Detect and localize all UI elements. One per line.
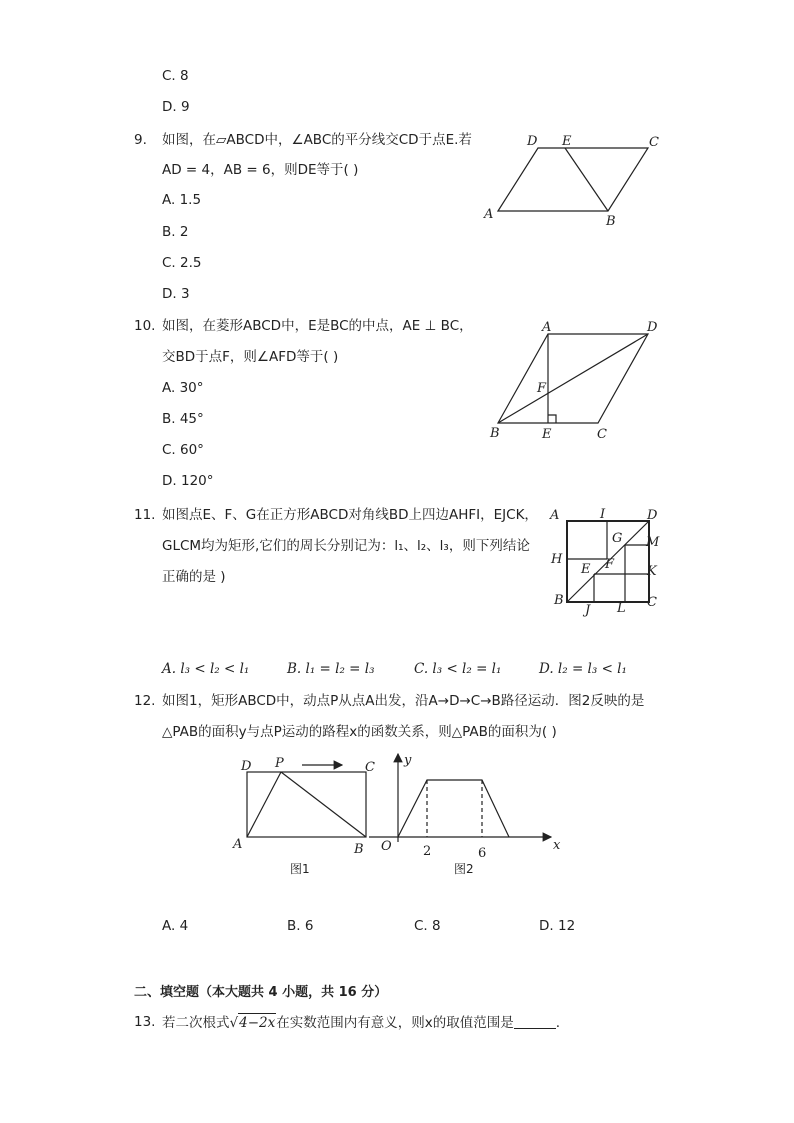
q11-stem-line1: 如图点E、F、G在正方形ABCD对角线BD上四边AHFI，EJCK， bbox=[162, 507, 538, 523]
q11-number: 11. bbox=[134, 507, 156, 523]
q9-parallelogram-figure bbox=[478, 128, 668, 230]
q9-label-a: A bbox=[484, 207, 494, 222]
q12-fig1-label-p: P bbox=[275, 756, 284, 771]
q12-fig1-label-d: D bbox=[241, 759, 252, 774]
q12-fig2-tick-2: 2 bbox=[423, 844, 432, 859]
q12-option-c: C. 8 bbox=[414, 918, 441, 934]
q12-fig1-label-b: B bbox=[354, 842, 364, 857]
q11-label-g: G bbox=[612, 531, 623, 546]
q10-option-d: D. 120° bbox=[162, 473, 214, 489]
q9-option-c: C. 2.5 bbox=[162, 255, 202, 271]
q13-radicand: 4−2x bbox=[239, 1015, 276, 1031]
q10-stem-line2: 交BD于点F，则∠AFD等于( ) bbox=[162, 349, 339, 365]
q12-stem-line2: △PAB的面积y与点P运动的路程x的函数关系，则△PAB的面积为( ) bbox=[162, 724, 557, 740]
q11-label-k: K bbox=[647, 564, 657, 579]
q13-stem-post: 在实数范围内有意义，则x的取值范围是 bbox=[276, 1015, 514, 1031]
q10-option-c: C. 60° bbox=[162, 442, 204, 458]
q12-fig2-label-x: x bbox=[553, 838, 561, 853]
q10-option-a: A. 30° bbox=[162, 380, 204, 396]
q8-option-d: D. 9 bbox=[162, 99, 190, 115]
q12-fig2-caption: 图2 bbox=[454, 862, 474, 876]
q10-label-f: F bbox=[537, 381, 547, 396]
q11-label-m: M bbox=[646, 535, 660, 550]
q11-square-figure bbox=[546, 503, 666, 617]
q11-label-b: B bbox=[554, 593, 564, 608]
q12-fig2-tick-6: 6 bbox=[478, 846, 487, 861]
q9-option-b: B. 2 bbox=[162, 224, 189, 240]
q11-label-i: I bbox=[600, 507, 606, 522]
q9-label-e: E bbox=[562, 134, 572, 149]
q10-label-e: E bbox=[542, 427, 552, 442]
q8-option-c: C. 8 bbox=[162, 68, 189, 84]
q11-option-c: C. l₃ < l₂ = l₁ bbox=[414, 661, 502, 677]
q12-number: 12. bbox=[134, 693, 156, 709]
q11-label-d: D bbox=[647, 508, 658, 523]
q12-fig1-caption: 图1 bbox=[290, 862, 310, 876]
q11-option-a: A. l₃ < l₂ < l₁ bbox=[162, 661, 250, 677]
q11-label-c: C bbox=[647, 595, 657, 610]
q10-number: 10. bbox=[134, 318, 156, 334]
q9-stem-line2: AD = 4，AB = 6，则DE等于( ) bbox=[162, 162, 359, 178]
q13-stem bbox=[162, 1013, 560, 1032]
q10-stem-line1: 如图，在菱形ABCD中，E是BC的中点，AE ⊥ BC， bbox=[162, 318, 473, 334]
q12-figure2-graph bbox=[366, 742, 566, 882]
q11-label-e: E bbox=[581, 562, 591, 577]
q13-stem-pre: 若二次根式 bbox=[162, 1015, 230, 1031]
q12-fig1-label-a: A bbox=[233, 837, 243, 852]
q12-fig1-label-c: C bbox=[365, 760, 375, 775]
q9-option-d: D. 3 bbox=[162, 286, 190, 302]
q12-stem-line1: 如图1，矩形ABCD中，动点P从点A出发，沿A→D→C→B路径运动．图2反映的是 bbox=[162, 693, 645, 709]
q9-label-d: D bbox=[527, 134, 538, 149]
section-heading-fill-in: 二、填空题（本大题共 4 小题，共 16 分） bbox=[134, 985, 388, 1000]
q11-label-h: H bbox=[551, 552, 563, 567]
q12-fig2-label-o: O bbox=[381, 839, 392, 854]
q10-label-b: B bbox=[490, 426, 500, 441]
q11-option-d: D. l₂ = l₃ < l₁ bbox=[539, 661, 627, 677]
q9-label-c: C bbox=[649, 135, 659, 150]
q10-label-c: C bbox=[597, 427, 607, 442]
q9-option-a: A. 1.5 bbox=[162, 192, 202, 208]
q13-answer-blank[interactable] bbox=[514, 1014, 556, 1029]
q9-label-b: B bbox=[606, 214, 616, 229]
q11-label-l: L bbox=[617, 601, 626, 616]
q12-figure1-rectangle bbox=[228, 752, 378, 882]
q10-option-b: B. 45° bbox=[162, 411, 204, 427]
sqrt-symbol-icon: √ bbox=[229, 1015, 239, 1031]
q9-stem-line1: 如图，在▱ABCD中，∠ABC的平分线交CD于点E.若 bbox=[162, 132, 472, 148]
q11-label-j: J bbox=[585, 603, 591, 617]
q12-option-b: B. 6 bbox=[287, 918, 314, 934]
q13-stem-end: . bbox=[555, 1015, 561, 1031]
q11-label-a: A bbox=[550, 508, 560, 523]
q11-stem-line2: GLCM均为矩形,它们的周长分别记为：l₁、l₂、l₃，则下列结论 bbox=[162, 538, 530, 554]
q11-stem-line3: 正确的是 ) bbox=[162, 569, 226, 585]
q12-option-d: D. 12 bbox=[539, 918, 576, 934]
q10-label-a: A bbox=[542, 320, 552, 335]
q9-number: 9. bbox=[134, 132, 147, 148]
q13-number: 13. bbox=[134, 1014, 156, 1030]
q11-option-b: B. l₁ = l₂ = l₃ bbox=[287, 661, 375, 677]
q12-option-a: A. 4 bbox=[162, 918, 189, 934]
q10-label-d: D bbox=[647, 320, 658, 335]
q11-label-f: F bbox=[605, 557, 615, 572]
q10-rhombus-figure bbox=[482, 316, 672, 444]
q12-fig2-label-y: y bbox=[404, 753, 412, 768]
